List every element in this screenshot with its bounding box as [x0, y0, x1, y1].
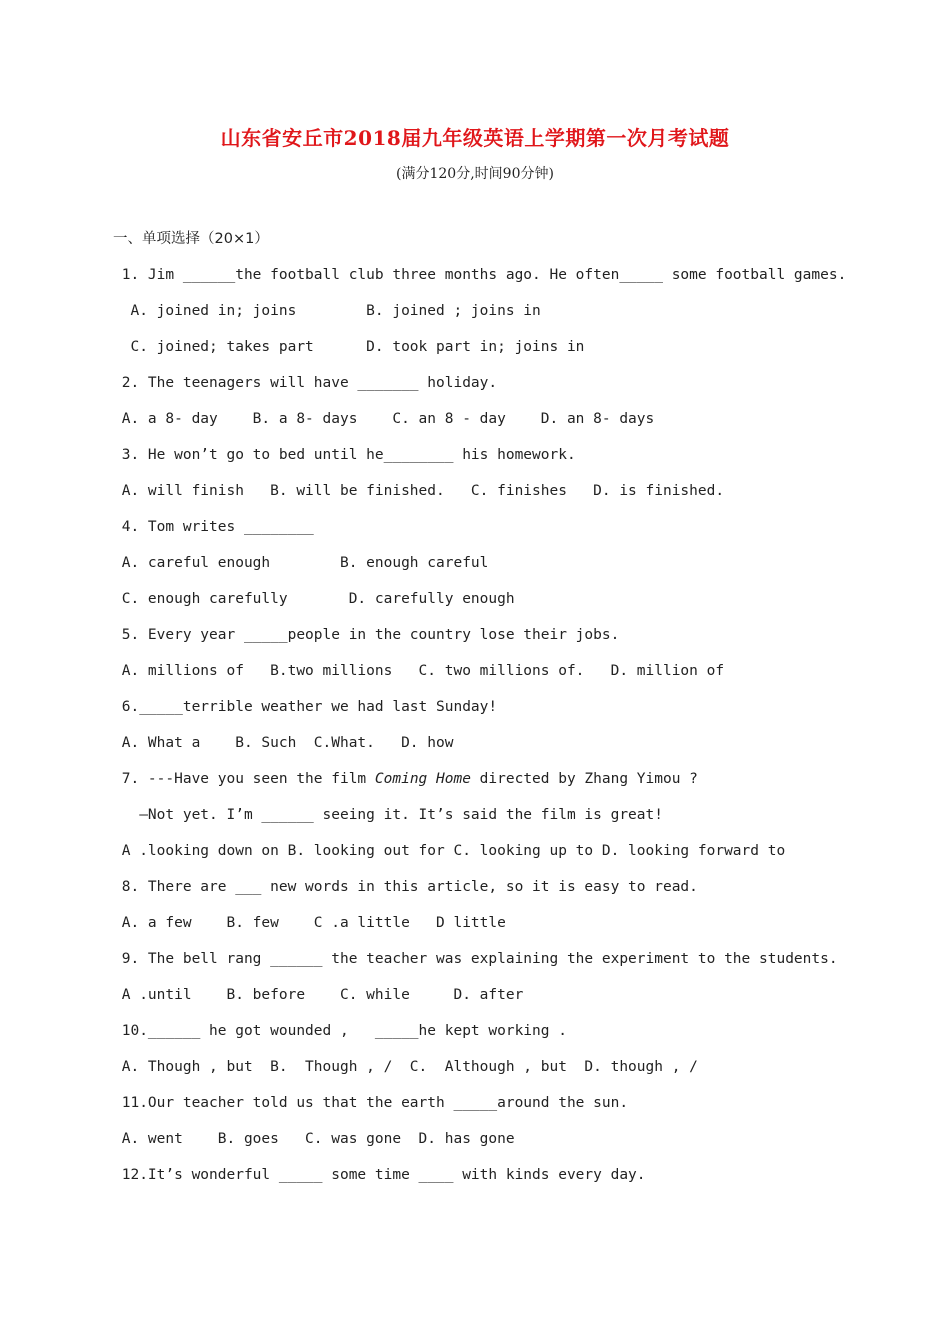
option-line: A. went B. goes C. was gone D. has gone — [113, 1131, 515, 1147]
question-line: 10.______ he got wounded , _____he kept working . — [113, 1023, 567, 1039]
q7-after: directed by Zhang Yimou ? — [470, 771, 698, 787]
question-line: 11.Our teacher told us that the earth _____around the sun. — [113, 1095, 629, 1111]
question-list — [113, 226, 913, 1198]
question-line: 5. Every year _____people in the country lose their jobs. — [113, 627, 620, 643]
option-line: A .looking down on B. looking out for C. looking up to D. looking forward to — [113, 843, 786, 859]
exam-subtitle: (满分120分,时间90分钟) — [396, 166, 554, 182]
question-line: 8. There are ___ new words in this article, so it is easy to read. — [113, 879, 698, 895]
option-line: A. will finish B. will be finished. C. finishes D. is finished. — [113, 483, 725, 499]
exam-title: 山东省安丘市2018届九年级英语上学期第一次月考试题 — [220, 126, 730, 150]
question-line: –Not yet. I’m ______ seeing it. It’s said the film is great! — [113, 807, 663, 823]
question-line — [113, 766, 913, 802]
option-line: A. a few B. few C .a little D little — [113, 915, 506, 931]
film-title: Coming Home — [374, 771, 471, 787]
question-line: 4. Tom writes ________ — [113, 519, 314, 535]
question-line: 3. He won’t go to bed until he________ his homework. — [113, 447, 576, 463]
option-line: C. joined; takes part D. took part in; joins in — [113, 339, 585, 355]
option-line: A. joined in; joins B. joined ; joins in — [113, 303, 541, 319]
option-line: A. a 8- day B. a 8- days C. an 8 - day D. an 8- days — [113, 411, 655, 427]
option-line: C. enough carefully D. carefully enough — [113, 591, 515, 607]
option-line: A. millions of B.two millions C. two millions of. D. million of — [113, 663, 725, 679]
option-line: A. What a B. Such C.What. D. how — [113, 735, 454, 751]
question-line: 6._____terrible weather we had last Sunday! — [113, 699, 498, 715]
section-heading: 一、单项选择（20×1） — [113, 231, 269, 247]
question-line: 2. The teenagers will have _______ holiday. — [113, 375, 498, 391]
question-line: 1. Jim ______the football club three months ago. He often_____ some football games. — [113, 267, 847, 283]
question-line: 12.It’s wonderful _____ some time ____ with kinds every day. — [113, 1167, 646, 1183]
option-line: A .until B. before C. while D. after — [113, 987, 524, 1003]
option-line: A. Though , but B. Though , / C. Although , but D. though , / — [113, 1059, 698, 1075]
q7-before: 7. ---Have you seen the film — [113, 771, 375, 787]
option-line: A. careful enough B. enough careful — [113, 555, 489, 571]
question-line: 9. The bell rang ______ the teacher was explaining the experiment to the students. — [113, 951, 838, 967]
